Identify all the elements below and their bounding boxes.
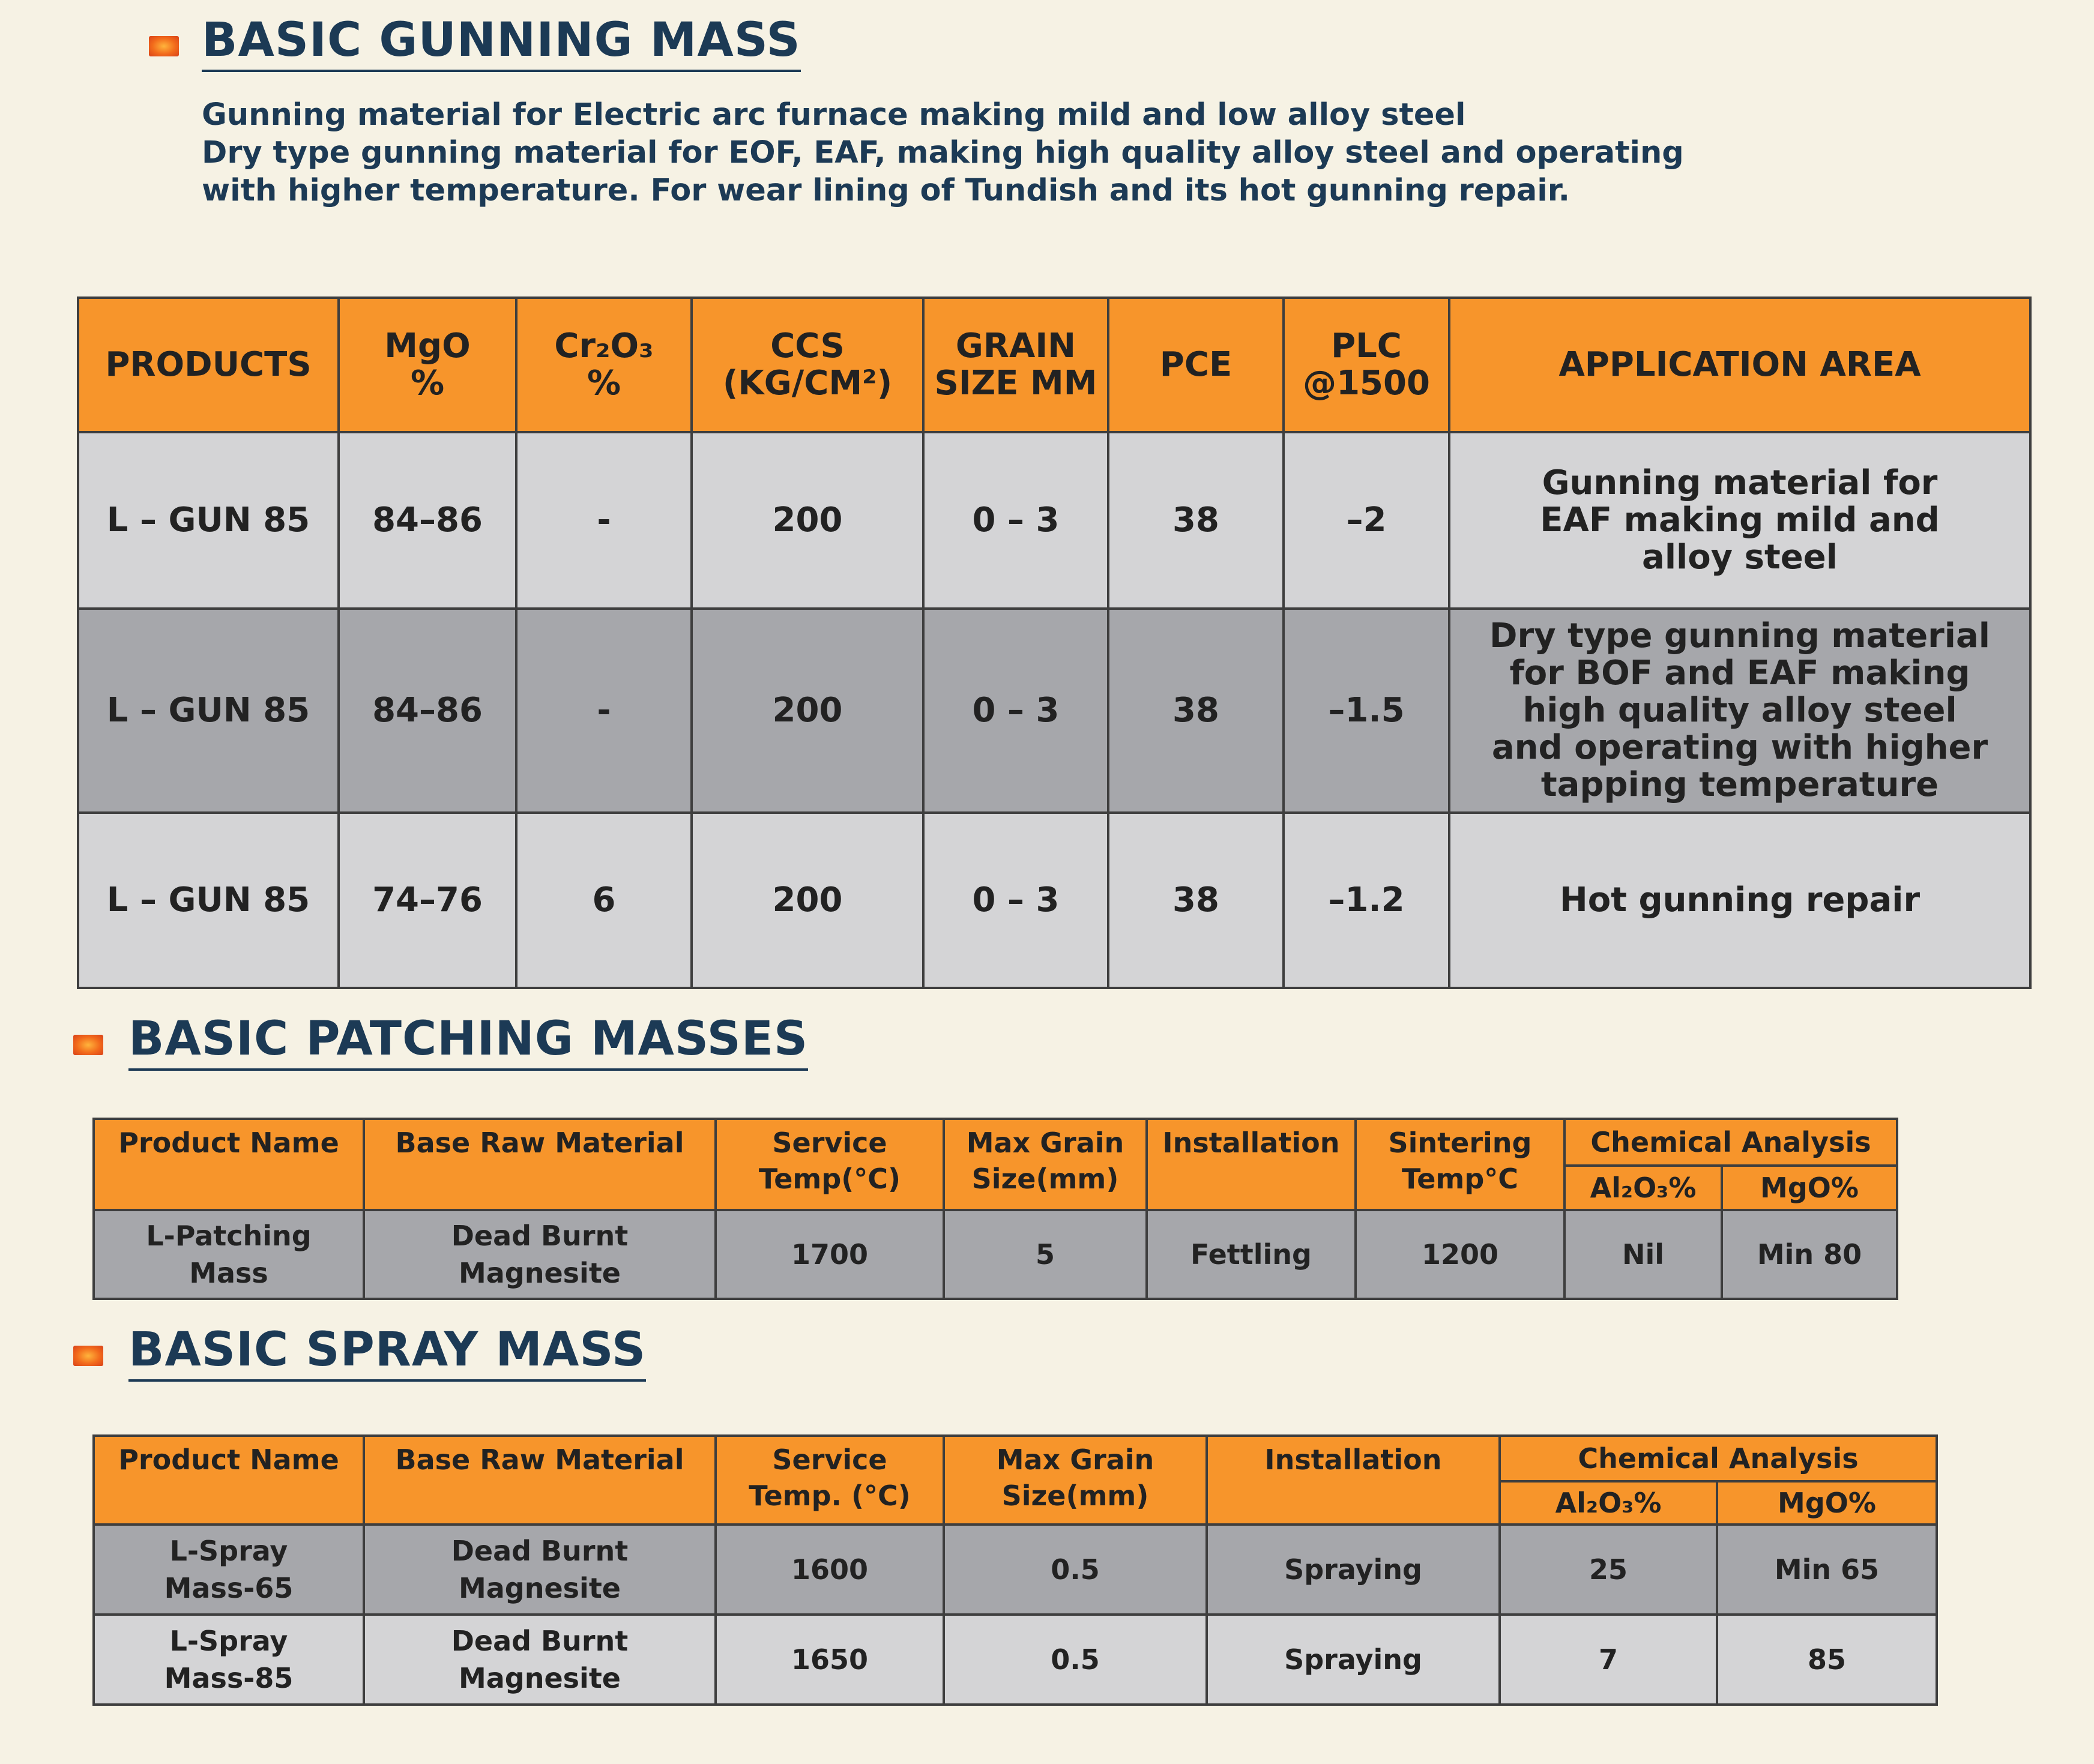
section-bullet-icon [149,36,179,56]
cell-application: Hot gunning repair [1449,813,2030,988]
cell-product: L-Patching Mass [94,1210,364,1299]
cell-mgo: 84–86 [339,609,516,813]
header-installation: Installation [1147,1119,1356,1210]
cell-grain: 0 – 3 [923,609,1108,813]
description-line: with higher temperature. For wear lining of Tundish and its hot gunning repair. [202,173,1570,208]
cell-grain: 0 – 3 [923,432,1108,609]
cell-ccs: 200 [692,813,923,988]
header-pce: PCE [1108,298,1284,432]
cell-product: L-Spray Mass-65 [94,1525,364,1615]
table-row [94,1210,1897,1299]
table-row [94,1525,1937,1615]
header-sintering-temp: Sintering Temp°C [1356,1119,1564,1210]
patching-title: BASIC PATCHING MASSES [128,1012,808,1071]
cell-installation: Fettling [1147,1210,1356,1299]
header-installation: Installation [1207,1436,1500,1525]
table-row [78,432,2030,609]
cell-service-temp: 1700 [716,1210,944,1299]
table-header-row [78,298,2030,432]
cell-cr2o3: 6 [516,813,692,988]
cell-application: Dry type gunning material for BOF and EAF making high quality alloy steel and operating with higher tapping temperature [1449,609,2030,813]
table-header-row [94,1119,1897,1166]
header-al2o3: Al₂O₃% [1564,1166,1722,1210]
cell-al2o3: Nil [1564,1210,1722,1299]
cell-mgo: 74–76 [339,813,516,988]
cell-mgo: 85 [1717,1615,1937,1705]
header-product-name: Product Name [94,1436,364,1525]
cell-grain: 5 [944,1210,1147,1299]
cell-grain: 0 – 3 [923,813,1108,988]
cell-pce: 38 [1108,609,1284,813]
header-chemical-analysis: Chemical Analysis [1500,1436,1937,1481]
table-row [94,1615,1937,1705]
cell-product: L-Spray Mass-85 [94,1615,364,1705]
cell-material: Dead Burnt Magnesite [364,1210,716,1299]
cell-pce: 38 [1108,813,1284,988]
cell-plc: –1.2 [1284,813,1449,988]
header-chemical-analysis: Chemical Analysis [1564,1119,1897,1166]
cell-ccs: 200 [692,609,923,813]
cell-product: L – GUN 85 [78,609,339,813]
cell-ccs: 200 [692,432,923,609]
header-mgo: MgO % [339,298,516,432]
section-bullet-icon [73,1035,103,1055]
cell-mgo: 84–86 [339,432,516,609]
gunning-table [77,297,2032,989]
spray-title: BASIC SPRAY MASS [128,1323,646,1382]
header-grain-size: GRAIN SIZE MM [923,298,1108,432]
header-mgo: MgO% [1717,1481,1937,1525]
cell-application: Gunning material for EAF making mild and alloy steel [1449,432,2030,609]
cell-sintering: 1200 [1356,1210,1564,1299]
cell-al2o3: 7 [1500,1615,1717,1705]
section-bullet-icon [73,1346,103,1366]
cell-al2o3: 25 [1500,1525,1717,1615]
cell-plc: –1.5 [1284,609,1449,813]
header-max-grain: Max Grain Size(mm) [944,1436,1207,1525]
cell-installation: Spraying [1207,1525,1500,1615]
cell-service-temp: 1600 [716,1525,944,1615]
cell-material: Dead Burnt Magnesite [364,1615,716,1705]
cell-installation: Spraying [1207,1615,1500,1705]
cell-service-temp: 1650 [716,1615,944,1705]
gunning-description [202,96,2063,209]
patching-table [92,1118,1898,1300]
cell-mgo: Min 65 [1717,1525,1937,1615]
header-ccs: CCS (KG/CM²) [692,298,923,432]
cell-mgo: Min 80 [1722,1210,1897,1299]
table-row [78,813,2030,988]
cell-cr2o3: - [516,432,692,609]
header-products: PRODUCTS [78,298,339,432]
table-header-row [94,1436,1937,1481]
description-line: Gunning material for Electric arc furnace making mild and low alloy steel [202,97,1466,133]
cell-product: L – GUN 85 [78,813,339,988]
cell-grain: 0.5 [944,1615,1207,1705]
cell-pce: 38 [1108,432,1284,609]
gunning-title: BASIC GUNNING MASS [202,13,801,72]
description-line: Dry type gunning material for EOF, EAF, making high quality alloy steel and operating [202,135,1684,170]
header-service-temp: Service Temp(°C) [716,1119,944,1210]
cell-cr2o3: - [516,609,692,813]
spray-table [92,1434,1938,1706]
header-plc: PLC @1500 [1284,298,1449,432]
header-cr2o3: Cr₂O₃ % [516,298,692,432]
cell-product: L – GUN 85 [78,432,339,609]
header-al2o3: Al₂O₃% [1500,1481,1717,1525]
cell-plc: –2 [1284,432,1449,609]
header-mgo: MgO% [1722,1166,1897,1210]
header-service-temp: Service Temp. (°C) [716,1436,944,1525]
cell-material: Dead Burnt Magnesite [364,1525,716,1615]
cell-grain: 0.5 [944,1525,1207,1615]
header-base-raw-material: Base Raw Material [364,1119,716,1210]
header-application-area: APPLICATION AREA [1449,298,2030,432]
table-row [78,609,2030,813]
header-max-grain: Max Grain Size(mm) [944,1119,1147,1210]
header-base-raw-material: Base Raw Material [364,1436,716,1525]
header-product-name: Product Name [94,1119,364,1210]
